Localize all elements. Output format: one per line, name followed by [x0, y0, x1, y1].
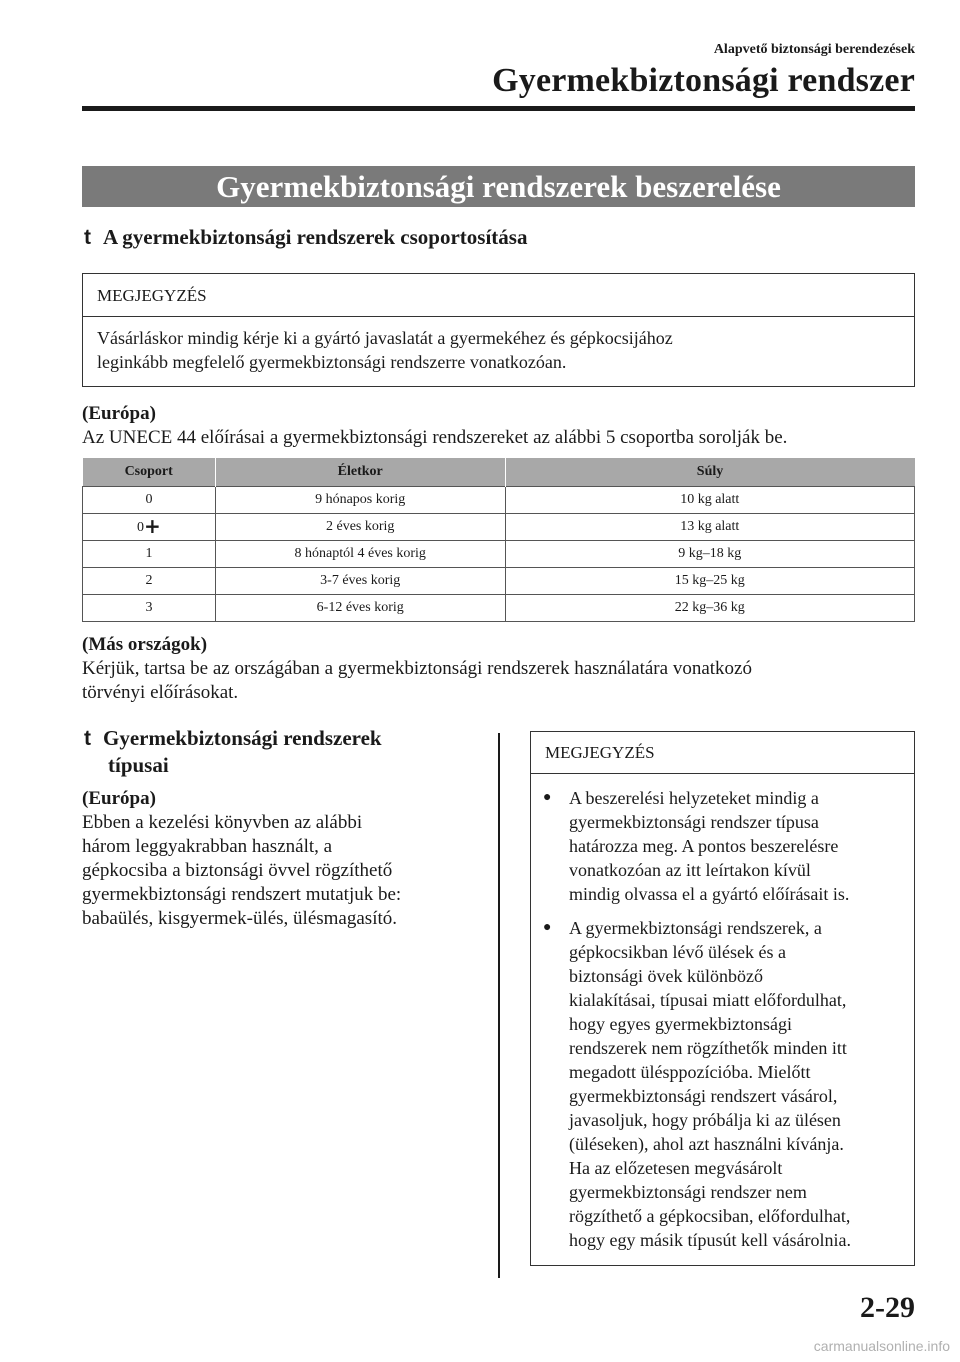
text-line: vonatkozóan az itt leírtakon kívül — [569, 860, 811, 880]
age-cell: 8 hónaptól 4 éves korig — [215, 541, 505, 568]
text-line: határozza meg. A pontos beszerelésre — [569, 836, 839, 856]
text-line: Kérjük, tartsa be az országában a gyermekbiztonsági rendszerek használatára vonatkozó — [82, 658, 752, 679]
other-countries-label: (Más országok) — [82, 634, 208, 655]
text-line: babaülés, kisgyermek-ülés, ülésmagasító. — [82, 908, 398, 929]
bullet-marker: t — [84, 727, 91, 750]
text-line: (üléseken), ahol azt használni kívánja. — [569, 1134, 844, 1154]
section-heading-grouping — [84, 225, 527, 250]
section-heading-line: típusai — [108, 753, 169, 777]
group-cell: 2 — [83, 568, 216, 595]
list-item — [531, 916, 914, 1252]
group-cell — [83, 514, 216, 541]
table-row — [83, 595, 915, 622]
age-cell: 9 hónapos korig — [215, 487, 505, 514]
note-title: MEGJEGYZÉS — [531, 732, 914, 774]
text-line: gyermekbiztonsági rendszer nem — [569, 1182, 807, 1202]
bullet-dot-icon: ● — [543, 920, 552, 935]
section-heading-types — [84, 725, 382, 778]
text-line: biztonsági övek különböző — [569, 966, 763, 986]
table-row — [83, 487, 915, 514]
text-line: rögzíthető a gépkocsiban, előfordulhat, — [569, 1206, 851, 1226]
text-line: gépkocsiba a biztonsági övvel rögzíthető — [82, 860, 393, 881]
text-line: Ha az előzetesen megvásárolt — [569, 1158, 783, 1178]
text-line: javasoljuk, hogy próbálja ki az ülésen — [569, 1110, 841, 1130]
note-text — [83, 317, 914, 374]
page-title: Gyermekbiztonsági rendszer — [492, 62, 915, 99]
weight-cell: 22 kg–36 kg — [505, 595, 914, 622]
column-header-age: Életkor — [215, 458, 505, 487]
header-rule — [82, 106, 915, 111]
table-row — [83, 514, 915, 541]
plus-icon: + — [144, 513, 161, 538]
group-cell: 1 — [83, 541, 216, 568]
weight-cell: 13 kg alatt — [505, 514, 914, 541]
note-box-2 — [530, 731, 915, 1266]
text-line: törvényi előírásokat. — [82, 682, 239, 703]
column-header-group: Csoport — [83, 458, 216, 487]
section-banner: Gyermekbiztonsági rendszerek beszerelése — [82, 166, 915, 207]
column-header-weight: Súly — [505, 458, 914, 487]
table-row — [83, 541, 915, 568]
text-line: gyermekbiztonsági rendszer típusa — [569, 812, 819, 832]
other-countries-text — [82, 657, 752, 705]
group-cell: 3 — [83, 595, 216, 622]
text-line: A beszerelési helyzeteket mindig a — [569, 788, 819, 808]
watermark: carmanualsonline.info — [813, 1338, 950, 1354]
bullet-marker: t — [84, 226, 91, 249]
note-title: MEGJEGYZÉS — [83, 274, 914, 317]
text-line: megadott ülésppozícióba. Mielőtt — [569, 1062, 811, 1082]
text-line: Ebben a kezelési könyvben az alábbi — [82, 812, 363, 833]
group-table — [82, 458, 915, 622]
age-cell: 2 éves korig — [215, 514, 505, 541]
text-line: három leggyakrabban használt, a — [82, 836, 333, 857]
text-line: hogy egy másik típusút kell vásárolnia. — [569, 1230, 851, 1250]
page-number: 2-29 — [860, 1291, 915, 1324]
text-line: gépkocsikban lévő ülések és a — [569, 942, 786, 962]
note-line: leginkább megfelelő gyermekbiztonsági rendszerre vonatkozóan. — [97, 352, 567, 372]
section-heading-line: Gyermekbiztonsági rendszerek — [103, 726, 382, 750]
europe-text: Az UNECE 44 előírásai a gyermekbiztonsági rendszereket az alábbi 5 csoportba sorolják be. — [82, 427, 788, 448]
text-line: A gyermekbiztonsági rendszerek, a — [569, 918, 822, 938]
text-line: rendszerek nem rögzíthetők minden itt — [569, 1038, 847, 1058]
table-row — [83, 568, 915, 595]
section-heading-text: A gyermekbiztonsági rendszerek csoportosítása — [103, 225, 528, 249]
text-line: kialakításai, típusai miatt előfordulhat, — [569, 990, 847, 1010]
weight-cell: 15 kg–25 kg — [505, 568, 914, 595]
text-line: gyermekbiztonsági rendszert mutatjuk be: — [82, 884, 402, 905]
chapter-label: Alapvető biztonsági berendezések — [713, 42, 915, 57]
list-item — [531, 786, 914, 906]
note-line: Vásárláskor mindig kérje ki a gyártó javaslatát a gyermekéhez és gépkocsijához — [97, 328, 673, 348]
europe-label: (Európa) — [82, 403, 156, 424]
text-line: gyermekbiztonsági rendszert vásárol, — [569, 1086, 838, 1106]
europe-label-2: (Európa) — [82, 788, 156, 809]
bullet-dot-icon: ● — [543, 790, 552, 805]
table-header-row — [83, 458, 915, 487]
note-box-1 — [82, 273, 915, 387]
weight-cell: 10 kg alatt — [505, 487, 914, 514]
types-paragraph — [82, 811, 401, 931]
weight-cell: 9 kg–18 kg — [505, 541, 914, 568]
note-list — [531, 774, 914, 1252]
column-divider — [498, 733, 500, 1278]
age-cell: 3-7 éves korig — [215, 568, 505, 595]
group-value: 0 — [137, 519, 145, 535]
text-line: mindig olvassa el a gyártó előírásait is. — [569, 884, 850, 904]
age-cell: 6-12 éves korig — [215, 595, 505, 622]
text-line: hogy egyes gyermekbiztonsági — [569, 1014, 792, 1034]
group-cell: 0 — [83, 487, 216, 514]
